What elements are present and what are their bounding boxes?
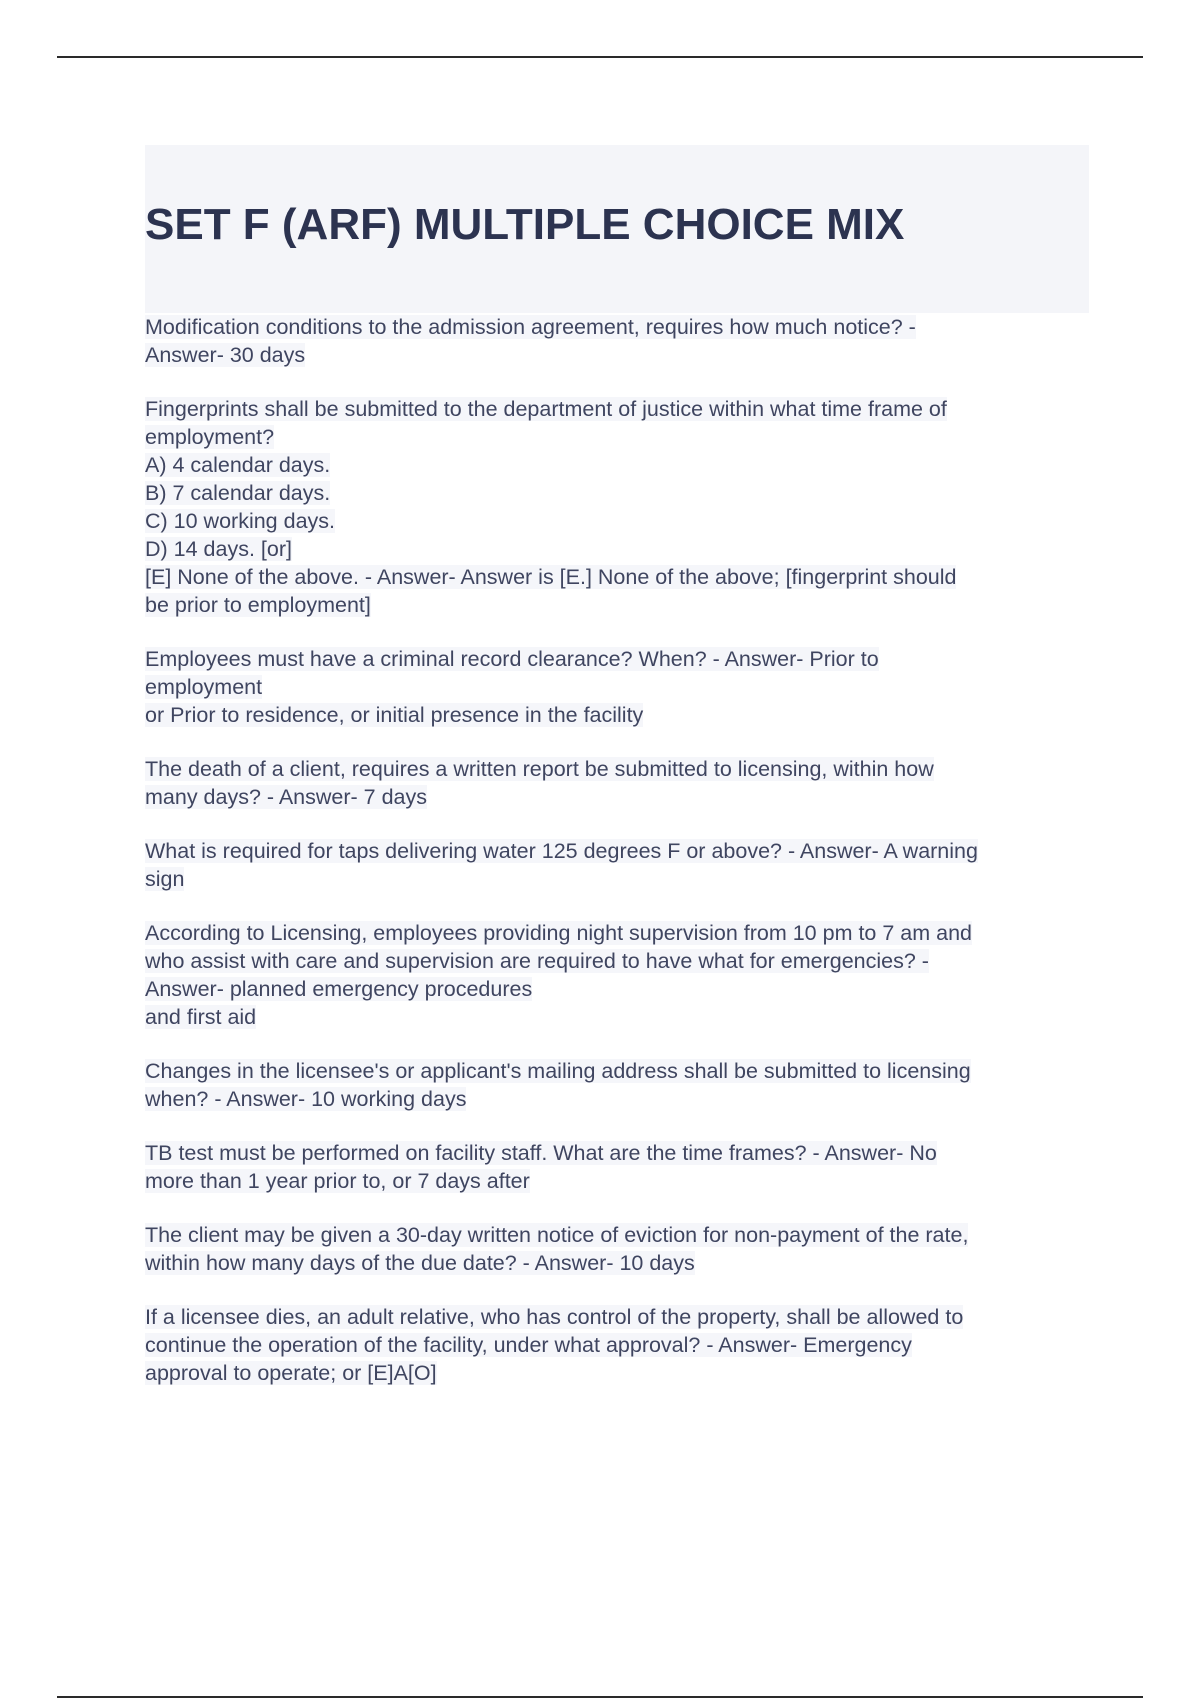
qa-line (145, 451, 1095, 479)
qa-line-text: TB test must be performed on facility staff. What are the time frames? - Answer- No (145, 1141, 937, 1165)
qa-item (145, 755, 1095, 811)
qa-item (145, 645, 1095, 729)
qa-line (145, 837, 1095, 865)
qa-line (145, 1167, 1095, 1195)
qa-line-text: employment? (145, 425, 275, 449)
qa-line (145, 423, 1095, 451)
qa-line (145, 783, 1095, 811)
qa-line (145, 341, 1095, 369)
qa-line (145, 395, 1095, 423)
qa-line-text: C) 10 working days. (145, 509, 335, 533)
qa-line (145, 865, 1095, 893)
page-title: SET F (ARF) MULTIPLE CHOICE MIX (145, 200, 905, 249)
qa-line (145, 1303, 1095, 1331)
qa-item (145, 395, 1095, 619)
qa-item (145, 1221, 1095, 1277)
qa-line (145, 645, 1095, 673)
qa-line (145, 947, 1095, 975)
qa-line-text: Modification conditions to the admission agreement, requires how much notice? - (145, 315, 916, 339)
qa-line-text: Answer- planned emergency procedures (145, 977, 533, 1001)
qa-item (145, 313, 1095, 369)
qa-line-text: A) 4 calendar days. (145, 453, 331, 477)
qa-line-text: approval to operate; or [E]A[O] (145, 1361, 437, 1385)
qa-line-text: According to Licensing, employees providing night supervision from 10 pm to 7 am and (145, 921, 973, 945)
question-list (145, 313, 1095, 1413)
qa-line (145, 673, 1095, 701)
qa-line (145, 701, 1095, 729)
qa-line (145, 507, 1095, 535)
qa-line (145, 1085, 1095, 1113)
qa-line-text: more than 1 year prior to, or 7 days after (145, 1169, 530, 1193)
qa-line-text: within how many days of the due date? - Answer- 10 days (145, 1251, 695, 1275)
qa-line (145, 535, 1095, 563)
qa-line (145, 479, 1095, 507)
qa-line-text: [E] None of the above. - Answer- Answer is [E.] None of the above; [fingerprint should (145, 565, 957, 589)
qa-line (145, 313, 1095, 341)
qa-line (145, 563, 1095, 591)
qa-line-text: The death of a client, requires a written report be submitted to licensing, within how (145, 757, 934, 781)
qa-item (145, 837, 1095, 893)
qa-line-text: What is required for taps delivering water 125 degrees F or above? - Answer- A warning (145, 839, 978, 863)
qa-line-text: or Prior to residence, or initial presence in the facility (145, 703, 644, 727)
top-rule (57, 56, 1143, 58)
qa-line-text: Fingerprints shall be submitted to the department of justice within what time frame of (145, 397, 947, 421)
qa-line (145, 1221, 1095, 1249)
qa-line-text: employment (145, 675, 263, 699)
qa-line (145, 1003, 1095, 1031)
qa-line (145, 591, 1095, 619)
qa-line-text: sign (145, 867, 185, 891)
qa-line (145, 1249, 1095, 1277)
qa-item (145, 1139, 1095, 1195)
qa-line-text: continue the operation of the facility, under what approval? - Answer- Emergency (145, 1333, 912, 1357)
qa-line-text: Employees must have a criminal record clearance? When? - Answer- Prior to (145, 647, 879, 671)
qa-item (145, 1303, 1095, 1387)
qa-line-text: when? - Answer- 10 working days (145, 1087, 467, 1111)
qa-line-text: many days? - Answer- 7 days (145, 785, 428, 809)
qa-line-text: and first aid (145, 1005, 257, 1029)
bottom-rule (57, 1696, 1143, 1698)
qa-line (145, 1139, 1095, 1167)
qa-line-text: who assist with care and supervision are required to have what for emergencies? - (145, 949, 929, 973)
qa-line (145, 1331, 1095, 1359)
qa-line (145, 1359, 1095, 1387)
qa-line-text: Answer- 30 days (145, 343, 306, 367)
qa-line (145, 919, 1095, 947)
qa-line-text: B) 7 calendar days. (145, 481, 331, 505)
qa-line-text: Changes in the licensee's or applicant's mailing address shall be submitted to licensing (145, 1059, 971, 1083)
qa-line-text: If a licensee dies, an adult relative, who has control of the property, shall be allowed to (145, 1305, 964, 1329)
qa-line-text: D) 14 days. [or] (145, 537, 292, 561)
qa-item (145, 919, 1095, 1031)
qa-line (145, 1057, 1095, 1085)
qa-line (145, 755, 1095, 783)
qa-line-text: be prior to employment] (145, 593, 371, 617)
qa-item (145, 1057, 1095, 1113)
qa-line (145, 975, 1095, 1003)
qa-line-text: The client may be given a 30-day written notice of eviction for non-payment of the rate, (145, 1223, 969, 1247)
